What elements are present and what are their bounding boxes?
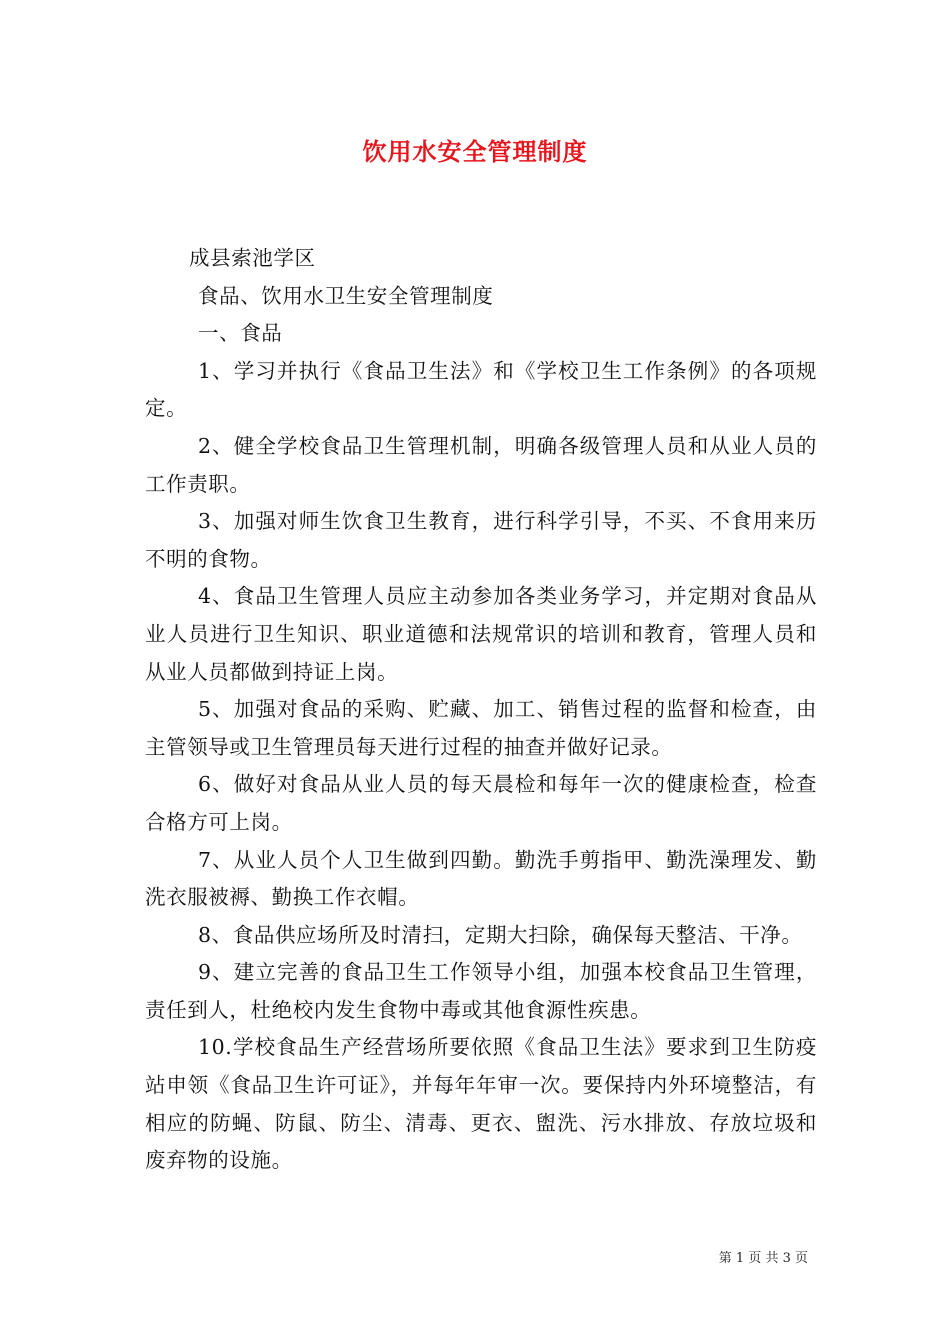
paragraph-item-8: 8、食品供应场所及时清扫，定期大扫除，确保每天整洁、干净。 bbox=[198, 922, 803, 947]
paragraph-item-5: 5、加强对食品的采购、贮藏、加工、销售过程的监督和检查，由主管领导或卫生管理员每天进行过程的抽查并做好记录。 bbox=[145, 697, 817, 759]
paragraph-item-7: 7、从业人员个人卫生做到四勤。勤洗手剪指甲、勤洗澡理发、勤洗衣服被褥、勤换工作衣帽。 bbox=[145, 847, 817, 910]
paragraph-subtitle: 食品、饮用水卫生安全管理制度 bbox=[198, 283, 494, 308]
document-title: 饮用水安全管理制度 bbox=[362, 137, 588, 166]
paragraph-item-10: 10.学校食品生产经营场所要依照《食品卫生法》要求到卫生防疫站申领《食品卫生许可证》，并每年年审一次。要保持内外环境整洁，有相应的防蝇、防鼠、防尘、清毒、更衣、盥洗、污水排放、存放垃圾和废弃物的设施。 bbox=[145, 1035, 817, 1173]
paragraph-school-district: 成县索池学区 bbox=[189, 246, 316, 270]
document-body bbox=[145, 240, 817, 1180]
paragraph-item-9: 9、建立完善的食品卫生工作领导小组，加强本校食品卫生管理，责任到人，杜绝校内发生食物中毒或其他食源性疾患。 bbox=[145, 960, 817, 1022]
paragraph-item-4: 4、食品卫生管理人员应主动参加各类业务学习，并定期对食品从业人员进行卫生知识、职业道德和法规常识的培训和教育，管理人员和从业人员都做到持证上岗。 bbox=[145, 584, 817, 684]
section-heading-food: 一、食品 bbox=[198, 321, 283, 346]
paragraph-item-6: 6、做好对食品从业人员的每天晨检和每年一次的健康检查，检查合格方可上岗。 bbox=[145, 772, 817, 834]
page-number-footer: 第 1 页 共 3 页 bbox=[718, 1251, 808, 1266]
paragraph-item-3: 3、加强对师生饮食卫生教育，进行科学引导，不买、不食用来历不明的食物。 bbox=[145, 509, 817, 571]
paragraph-item-2: 2、健全学校食品卫生管理机制，明确各级管理人员和从业人员的工作责职。 bbox=[145, 433, 817, 496]
paragraph-item-1: 1、学习并执行《食品卫生法》和《学校卫生工作条例》的各项规定。 bbox=[145, 358, 817, 421]
